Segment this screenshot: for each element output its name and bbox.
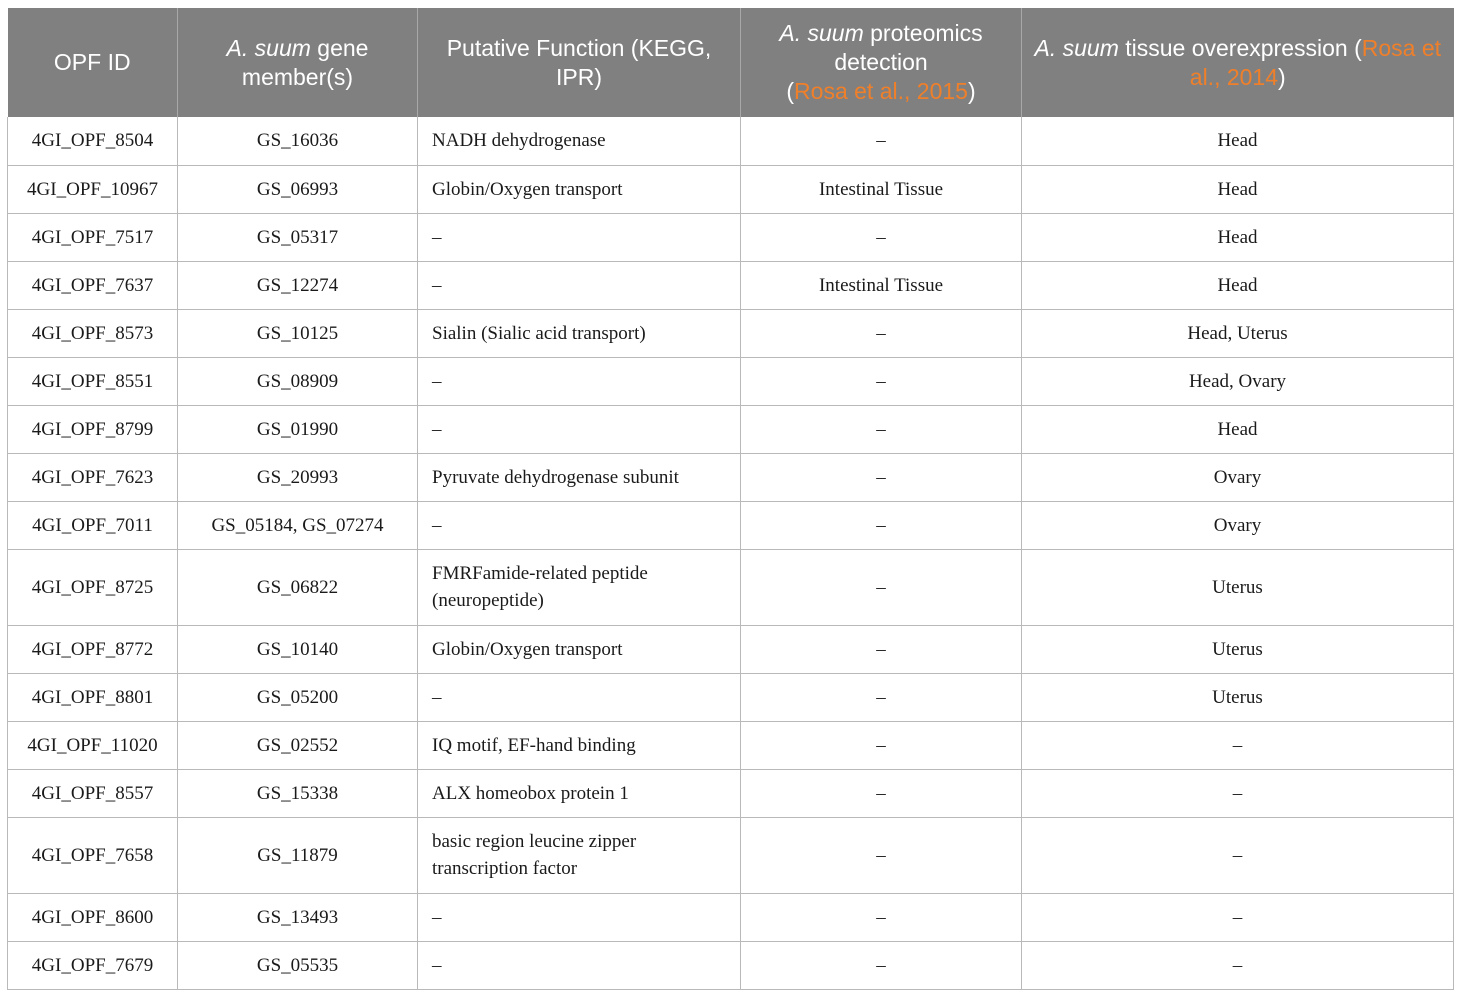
cell-proteomics: –	[741, 549, 1022, 625]
cell-opf-id: 4GI_OPF_8557	[8, 769, 178, 817]
table-row	[8, 893, 1454, 941]
table-row	[8, 673, 1454, 721]
cell-tissue: Head	[1022, 261, 1454, 309]
table-row	[8, 165, 1454, 213]
cell-function-line: basic region leucine zipper	[432, 831, 637, 852]
table-row	[8, 501, 1454, 549]
table-row	[8, 357, 1454, 405]
cell-proteomics: –	[741, 213, 1022, 261]
header-proteomics	[741, 8, 1022, 117]
cell-opf-id: 4GI_OPF_7517	[8, 213, 178, 261]
table-row	[8, 405, 1454, 453]
cell-gene: GS_12274	[178, 261, 418, 309]
cell-proteomics: –	[741, 941, 1022, 989]
cell-gene: GS_15338	[178, 769, 418, 817]
cell-opf-id: 4GI_OPF_8799	[8, 405, 178, 453]
cell-proteomics: Intestinal Tissue	[741, 165, 1022, 213]
cell-tissue: Head, Uterus	[1022, 309, 1454, 357]
cell-opf-id: 4GI_OPF_8772	[8, 625, 178, 673]
table-row	[8, 817, 1454, 893]
cell-gene: GS_11879	[178, 817, 418, 893]
cell-function: IQ motif, EF-hand binding	[418, 721, 741, 769]
cell-gene: GS_16036	[178, 117, 418, 165]
cell-function: Globin/Oxygen transport	[418, 625, 741, 673]
header-proteomics-species: A. suum	[779, 20, 864, 46]
cell-tissue: –	[1022, 941, 1454, 989]
cell-function	[418, 817, 741, 893]
cell-gene: GS_05184, GS_07274	[178, 501, 418, 549]
cell-proteomics: –	[741, 893, 1022, 941]
table-row	[8, 453, 1454, 501]
cell-proteomics: –	[741, 673, 1022, 721]
cell-function: –	[418, 357, 741, 405]
cell-function-line: (neuropeptide)	[432, 590, 544, 611]
cell-proteomics: –	[741, 625, 1022, 673]
cell-tissue: Uterus	[1022, 673, 1454, 721]
header-tissue-label: tissue overexpression (	[1118, 34, 1362, 61]
cell-function: –	[418, 213, 741, 261]
cell-tissue: –	[1022, 893, 1454, 941]
cell-tissue: Ovary	[1022, 501, 1454, 549]
cell-opf-id: 4GI_OPF_7623	[8, 453, 178, 501]
cell-proteomics: –	[741, 501, 1022, 549]
cell-gene: GS_02552	[178, 721, 418, 769]
cell-opf-id: 4GI_OPF_7011	[8, 501, 178, 549]
cell-function: ALX homeobox protein 1	[418, 769, 741, 817]
header-proteomics-paren-open: (	[786, 78, 795, 104]
cell-proteomics: –	[741, 357, 1022, 405]
table-row	[8, 261, 1454, 309]
cell-opf-id: 4GI_OPF_7658	[8, 817, 178, 893]
table-row	[8, 549, 1454, 625]
cell-proteomics: –	[741, 453, 1022, 501]
opf-table	[7, 8, 1454, 990]
header-tissue-paren-close: )	[1278, 63, 1286, 90]
cell-tissue: Uterus	[1022, 625, 1454, 673]
table-row	[8, 309, 1454, 357]
cell-function: –	[418, 673, 741, 721]
cell-opf-id: 4GI_OPF_8725	[8, 549, 178, 625]
header-tissue-species: A. suum	[1034, 34, 1119, 61]
cell-function: –	[418, 893, 741, 941]
cell-tissue: Head	[1022, 405, 1454, 453]
cell-gene: GS_06993	[178, 165, 418, 213]
cell-gene: GS_01990	[178, 405, 418, 453]
cell-opf-id: 4GI_OPF_8551	[8, 357, 178, 405]
cell-function: –	[418, 261, 741, 309]
cell-function: –	[418, 405, 741, 453]
cell-tissue: –	[1022, 721, 1454, 769]
cell-proteomics: –	[741, 721, 1022, 769]
cell-tissue: Uterus	[1022, 549, 1454, 625]
cell-proteomics: –	[741, 405, 1022, 453]
table-header	[8, 8, 1454, 117]
cell-gene: GS_10125	[178, 309, 418, 357]
cell-proteomics: –	[741, 817, 1022, 893]
cell-proteomics: –	[741, 769, 1022, 817]
cell-function: Sialin (Sialic acid transport)	[418, 309, 741, 357]
table-row	[8, 117, 1454, 165]
header-proteomics-label: proteomics detection	[834, 20, 983, 75]
table-row	[8, 769, 1454, 817]
cell-tissue: –	[1022, 817, 1454, 893]
cell-opf-id: 4GI_OPF_8600	[8, 893, 178, 941]
cell-function: Pyruvate dehydrogenase subunit	[418, 453, 741, 501]
table-row	[8, 721, 1454, 769]
header-gene-members	[178, 8, 418, 117]
cell-function: NADH dehydrogenase	[418, 117, 741, 165]
cell-tissue: Head	[1022, 213, 1454, 261]
cell-gene: GS_13493	[178, 893, 418, 941]
cell-opf-id: 4GI_OPF_11020	[8, 721, 178, 769]
cell-proteomics: –	[741, 309, 1022, 357]
cell-function: –	[418, 501, 741, 549]
cell-opf-id: 4GI_OPF_10967	[8, 165, 178, 213]
table-row	[8, 625, 1454, 673]
cell-function	[418, 549, 741, 625]
cell-opf-id: 4GI_OPF_7679	[8, 941, 178, 989]
cell-proteomics: –	[741, 117, 1022, 165]
cell-opf-id: 4GI_OPF_8801	[8, 673, 178, 721]
cell-gene: GS_05200	[178, 673, 418, 721]
cell-tissue: Head	[1022, 117, 1454, 165]
citation-link-rosa-2014[interactable]: Rosa et al., 2014	[1189, 34, 1442, 90]
cell-function: Globin/Oxygen transport	[418, 165, 741, 213]
header-opf-id	[8, 8, 178, 117]
header-proteomics-paren-close: )	[967, 78, 976, 104]
cell-gene: GS_05317	[178, 213, 418, 261]
cell-gene: GS_20993	[178, 453, 418, 501]
header-opf-id-label: OPF ID	[53, 49, 131, 75]
cell-gene: GS_06822	[178, 549, 418, 625]
cell-function-line: transcription factor	[432, 858, 578, 879]
table-row	[8, 941, 1454, 989]
cell-tissue: Head, Ovary	[1022, 357, 1454, 405]
cell-tissue: –	[1022, 769, 1454, 817]
header-row	[8, 8, 1454, 117]
cell-function-line: FMRFamide-related peptide	[432, 563, 648, 584]
cell-gene: GS_08909	[178, 357, 418, 405]
cell-proteomics: Intestinal Tissue	[741, 261, 1022, 309]
cell-opf-id: 4GI_OPF_7637	[8, 261, 178, 309]
table-row	[8, 213, 1454, 261]
cell-gene: GS_10140	[178, 625, 418, 673]
cell-tissue: Head	[1022, 165, 1454, 213]
header-putative-function	[418, 8, 741, 117]
cell-opf-id: 4GI_OPF_8504	[8, 117, 178, 165]
header-tissue-overexpression	[1022, 8, 1454, 117]
cell-function: –	[418, 941, 741, 989]
header-gene-species: A. suum	[226, 34, 311, 61]
citation-link-rosa-2015[interactable]: Rosa et al., 2015	[794, 78, 968, 104]
table-body	[8, 117, 1454, 989]
header-function-label: Putative Function (KEGG, IPR)	[446, 34, 712, 90]
cell-tissue: Ovary	[1022, 453, 1454, 501]
cell-opf-id: 4GI_OPF_8573	[8, 309, 178, 357]
header-gene-label: gene member(s)	[241, 34, 369, 90]
cell-gene: GS_05535	[178, 941, 418, 989]
